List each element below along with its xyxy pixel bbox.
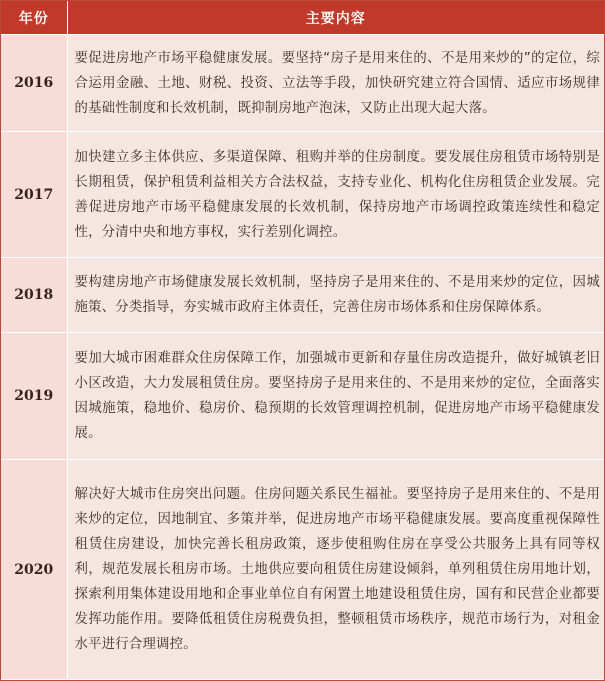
content-cell: 要促进房地产市场平稳健康发展。要坚持“房子是用来住的、不是用来炒的”的定位，综合运用金融、土地、财税、投资、立法等手段，加快研究建立符合国情、适应市场规律的基础性制度和长效机制，既抑制房地产泡沫，又防止出现大起大落。 [67,35,604,132]
content-cell: 解决好大城市住房突出问题。住房问题关系民生福祉。要坚持房子是用来住的、不是用来炒的定位，因地制宜、多策并举，促进房地产市场平稳健康发展。要高度重视保障性租赁住房建设，加快完善长租房政策，逐步使租购住房在享受公共服务上具有同等权利，规范发展长租房市场。土地供应要向租赁住房建设倾斜，单列租赁住房用地计划，探索利用集体建设用地和企事业单位自有闲置土地建设租赁住房，国有和民营企业都要发挥功能作用。要降低租赁住房税费负担，整顿租赁市场秩序，规范市场行为，对租金水平进行合理调控。 [67,460,604,680]
content-cell: 加快建立多主体供应、多渠道保障、租购并举的住房制度。要发展住房租赁市场特别是长期租赁，保护租赁利益相关方合法权益，支持专业化、机构化住房租赁企业发展。完善促进房地产市场平稳健康发展的长效机制，保持房地产市场调控政策连续性和稳定性，分清中央和地方事权，实行差别化调控。 [67,132,604,258]
table-row [1,333,604,460]
year-cell: 2020 [1,460,67,680]
table-header-row [1,1,604,35]
year-cell: 2019 [1,333,67,460]
year-cell: 2016 [1,35,67,132]
year-column-header: 年份 [1,1,67,35]
content-cell: 要构建房地产市场健康发展长效机制，坚持房子是用来住的、不是用来炒的定位，因城施策、分类指导，夯实城市政府主体责任，完善住房市场体系和住房保障体系。 [67,258,604,333]
content-cell: 要加大城市困难群众住房保障工作，加强城市更新和存量住房改造提升，做好城镇老旧小区改造，大力发展租赁住房。要坚持房子是用来住的、不是用来炒的定位，全面落实因城施策，稳地价、稳房价、稳预期的长效管理调控机制，促进房地产市场平稳健康发展。 [67,333,604,460]
table-row [1,258,604,333]
table-row [1,132,604,258]
content-column-header: 主要内容 [67,1,604,35]
policy-table-grid [1,1,604,680]
table-row [1,460,604,680]
year-cell: 2017 [1,132,67,258]
year-cell: 2018 [1,258,67,333]
table-row [1,35,604,132]
